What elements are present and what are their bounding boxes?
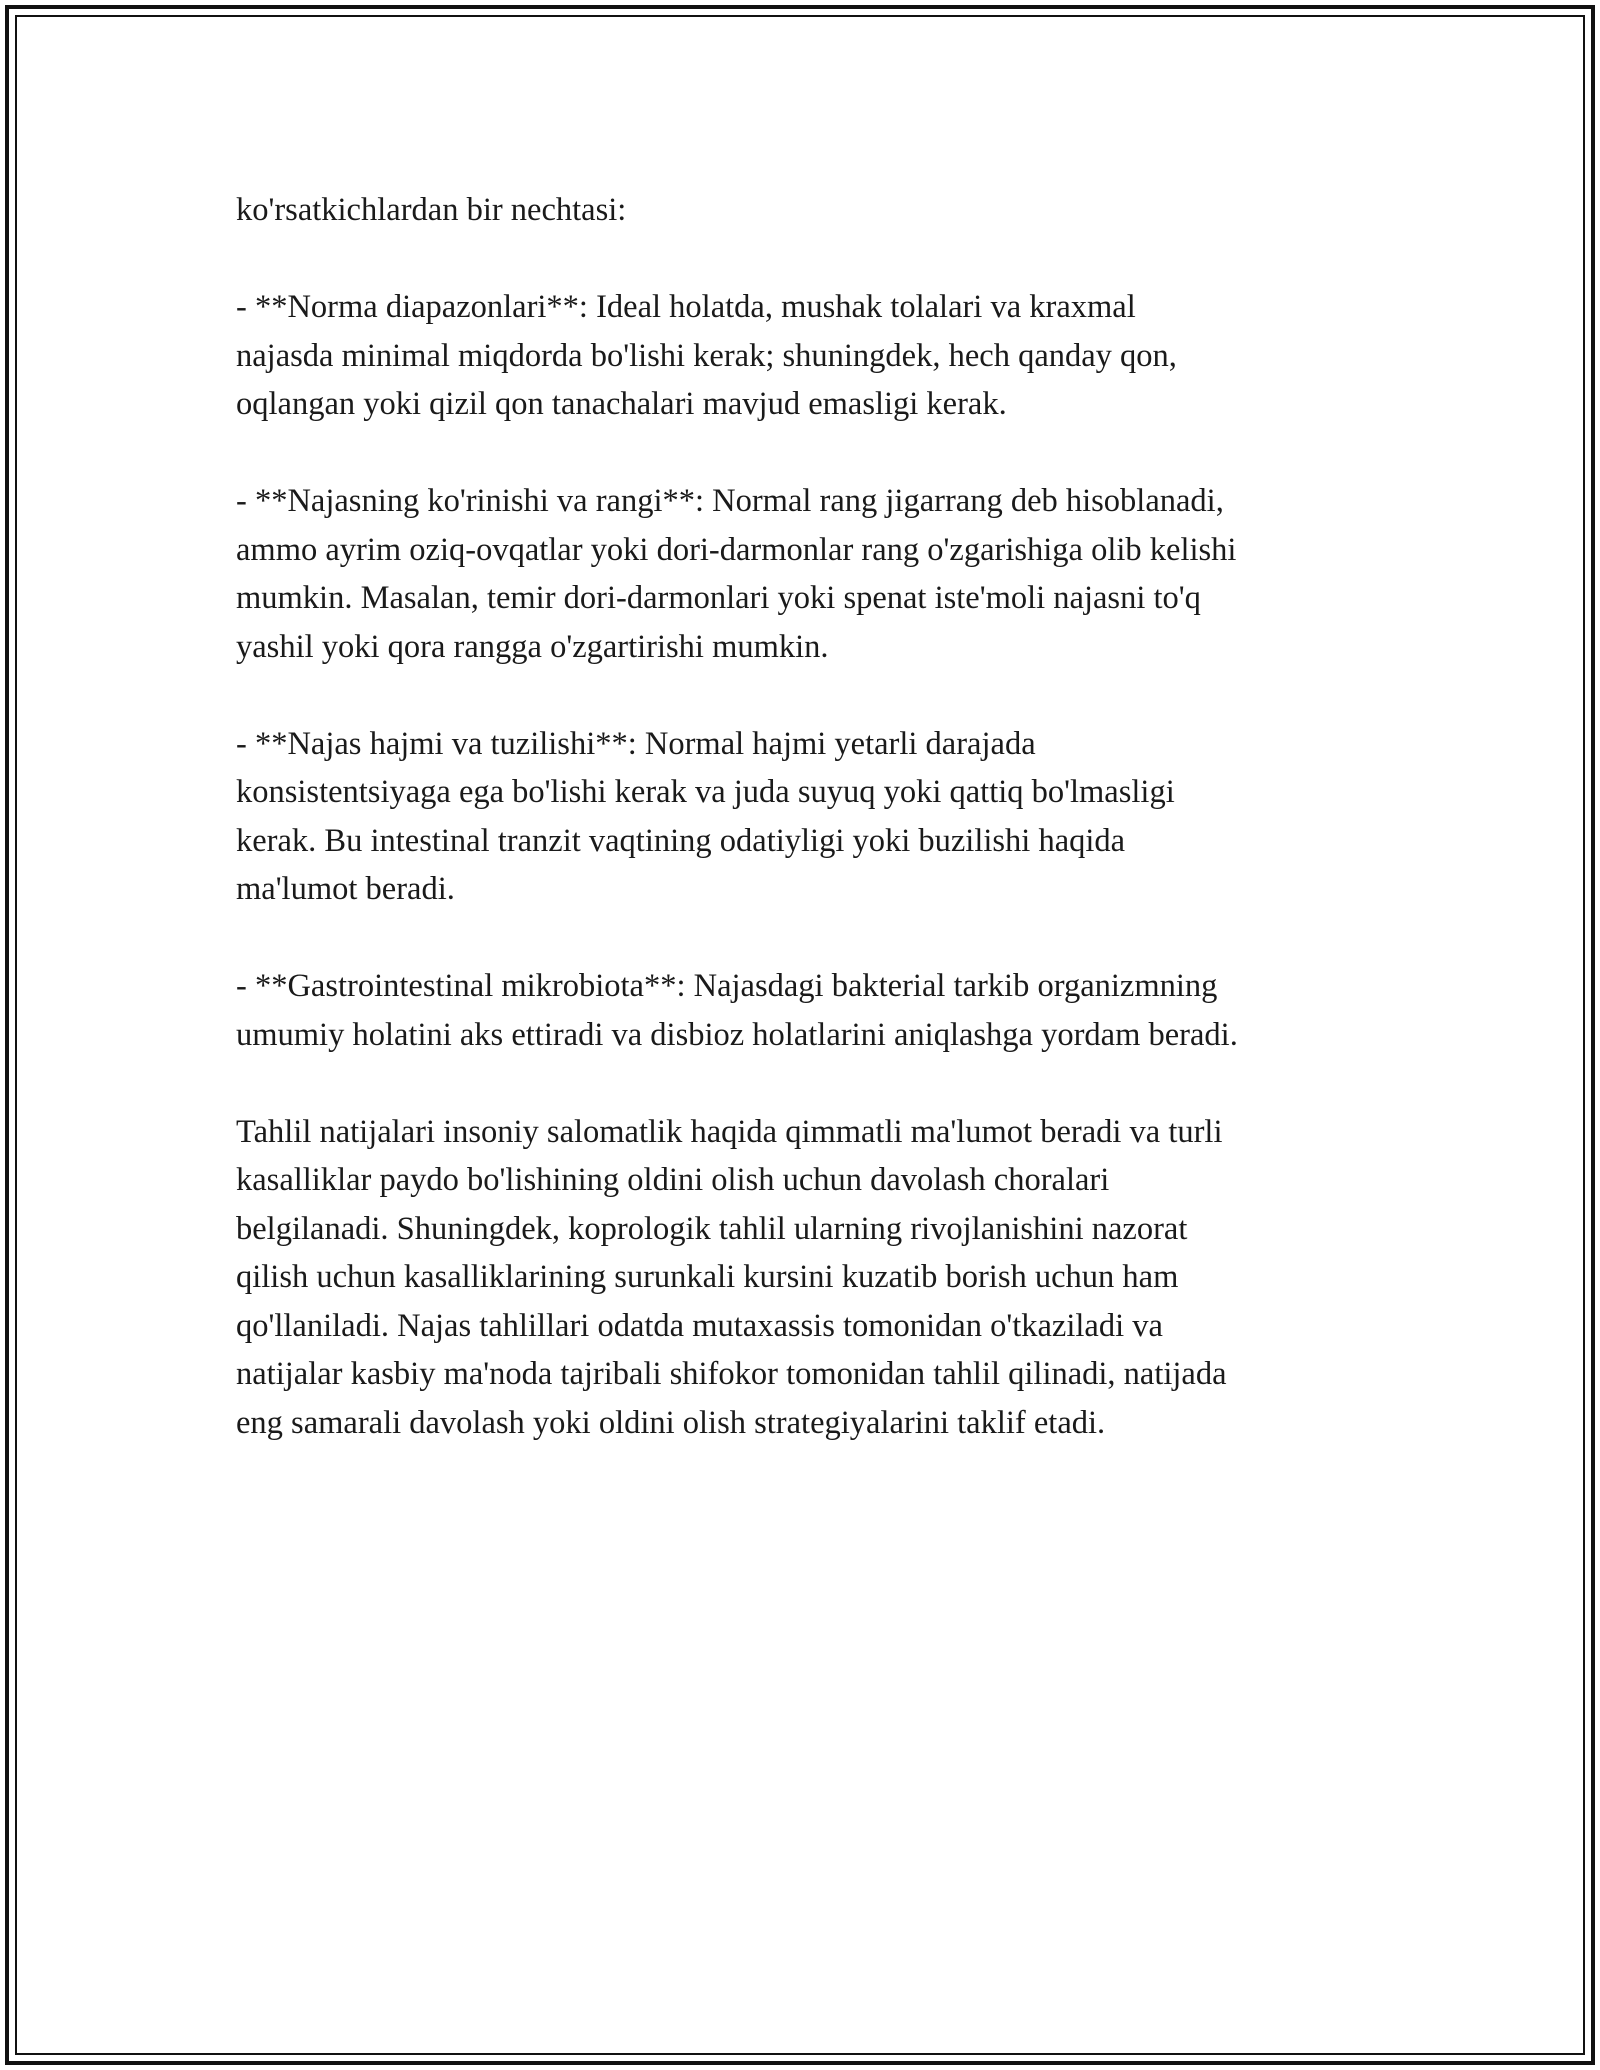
paragraph-najas-hajmi: - **Najas hajmi va tuzilishi**: Normal hajmi yetarli darajada konsistentsiyaga ega bo'lishi kerak va juda suyuq yoki qattiq bo'lmasligi kerak. Bu intestinal tranzit vaqtining odatiyligi yoki buzilishi haqida ma'lumot beradi. bbox=[236, 725, 1175, 907]
paragraph-intro: ko'rsatkichlardan bir nechtasi: bbox=[236, 192, 627, 228]
paragraph-mikrobiota: - **Gastrointestinal mikrobiota**: Najasdagi bakterial tarkib organizmning umumiy holatini aks ettiradi va disbioz holatlarini aniqlashga yordam beradi. bbox=[236, 968, 1238, 1053]
paragraph-conclusion: Tahlil natijalari insoniy salomatlik haqida qimmatli ma'lumot beradi va turli kasalliklar paydo bo'lishining oldini olish uchun davolash choralari belgilanadi. Shuningdek, koprologik tahlil ularning rivojlanishini nazorat qilish uchun kasalliklarining surunkali kursini kuzatib borish uchun ham qo'llaniladi. Najas tahlillari odatda mutaxassis tomonidan o'tkaziladi va natijalar kasbiy ma'noda tajribali shifokor tomonidan tahlil qilinadi, natijada eng samarali davolash yoki oldini olish strategiyalarini taklif etadi. bbox=[236, 1113, 1227, 1441]
paragraph-najas-korinishi: - **Najasning ko'rinishi va rangi**: Normal rang jigarrang deb hisoblanadi, ammo ayrim oziq-ovqatlar yoki dori-darmonlar rang o'zgarishiga olib kelishi mumkin. Masalan, temir dori-darmonlari yoki spenat iste'moli najasni to'q yashil yoki qora rangga o'zgartirishi mumkin. bbox=[236, 483, 1237, 665]
document-body bbox=[236, 186, 1396, 1496]
paragraph-norma-diapazonlari: - **Norma diapazonlari**: Ideal holatda, mushak tolalari va kraxmal najasda minimal miqdorda bo'lishi kerak; shuningdek, hech qanday qon, oqlangan yoki qizil qon tanachalari mavjud emasligi kerak. bbox=[236, 289, 1177, 422]
